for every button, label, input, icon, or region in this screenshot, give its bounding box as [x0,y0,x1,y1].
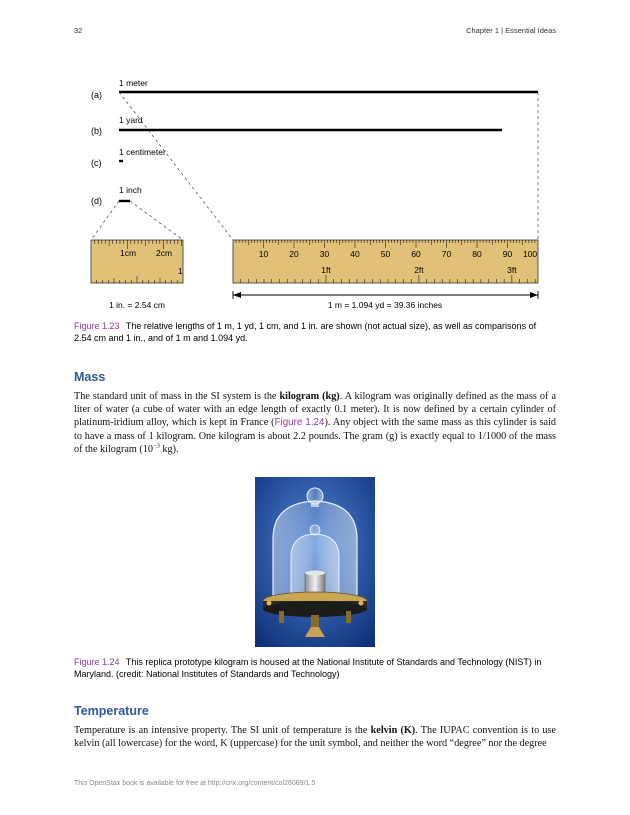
inch-cm-ruler [91,240,183,283]
temperature-heading: Temperature [74,704,149,718]
label-1-meter: 1 meter [119,78,148,88]
row-label-c: (c) [91,158,102,168]
meter-cm-label: 20 [289,249,299,259]
small-ruler-caption: 1 in. = 2.54 cm [109,300,165,310]
page-footer: This OpenStax book is available for free at http://cnx.org/content/col26069/1.5 [74,780,316,787]
ruler-tick-2cm: 2cm [156,248,173,258]
page-number: 32 [74,26,83,35]
label-1-inch: 1 inch [119,185,142,195]
running-header: Chapter 1 | Essential Ideas [466,26,556,35]
label-1-yard: 1 yard [119,115,143,125]
kilogram-prototype-photo [255,477,375,647]
meter-arrow [233,291,538,299]
row-label-b: (b) [91,126,102,136]
temperature-paragraph: Temperature is an intensive property. The SI unit of temperature is the kelvin (K). The IUPAC convention is to use kelvin (all lowercase) for the word, K (uppercase) for the unit symbol, and neither the word “degree” nor the degree [74,725,556,750]
meter-ft-label: 3ft [507,265,517,275]
meter-ft-label: 2ft [414,265,424,275]
meter-cm-label: 60 [411,249,421,259]
ruler-tick-1cm: 1cm [120,248,137,258]
row-label-d: (d) [91,196,102,206]
kilogram-term: kilogram (kg) [279,391,340,402]
meter-cm-label: 80 [472,249,482,259]
figure-1-24-caption [74,656,556,680]
meter-stick [233,240,538,283]
figure-1-23-diagram [0,70,630,310]
label-1-centimeter: 1 centimeter [119,147,166,157]
meter-ft-label: 1ft [321,265,331,275]
meter-stick-caption: 1 m = 1.094 yd = 39.36 inches [327,300,443,310]
dashed-guides [91,92,538,240]
meter-cm-label: 30 [319,249,330,259]
figure-1-23-caption [74,320,556,344]
meter-cm-label: 10 [258,249,269,259]
figure-1-24-caption-text: This replica prototype kilogram is housed at the National Institute of Standards and Technology (NIST) in Maryland. (credit: National Institutes of Standards and Technology) [74,657,542,679]
figure-1-23-caption-text: The relative lengths of 1 m, 1 yd, 1 cm, and 1 in. are shown (not actual size), as well as comparisons of 2.54 cm and 1 in., and of 1 m and 1.094 yd. [74,321,537,343]
figure-1-24-label: Figure 1.24 [74,657,120,667]
meter-cm-label: 40 [350,249,360,259]
meter-cm-label: 100 [522,249,538,259]
mass-heading: Mass [74,370,106,384]
ruler-inch-mark: 1 [178,266,183,276]
exponent: −3 [152,442,160,450]
meter-cm-label: 90 [502,249,513,259]
mass-paragraph: The standard unit of mass in the SI system is the kilogram (kg). A kilogram was originally defined as the mass of a liter of water (a cube of water with an edge length of exactly 0.1 meter). It is now defined by a certain cylinder of platinum-iridium alloy, which is kept in France (Figure 1.24). Any object with the same mass as this cylinder is said to have a mass of 1 kilogram. One kilogram is about 2.2 pounds. The gram (g) is exactly equal to 1/1000 of the mass of the kilogram ($10^{-3}$ kg). [74,391,556,455]
kelvin-term: kelvin (K) [370,725,416,736]
row-label-a: (a) [91,90,102,100]
figure-1-24-link[interactable]: Figure 1.24 [274,417,325,429]
figure-1-23-label: Figure 1.23 [74,321,120,331]
meter-cm-label: 50 [380,249,391,259]
meter-cm-label: 70 [441,249,452,259]
